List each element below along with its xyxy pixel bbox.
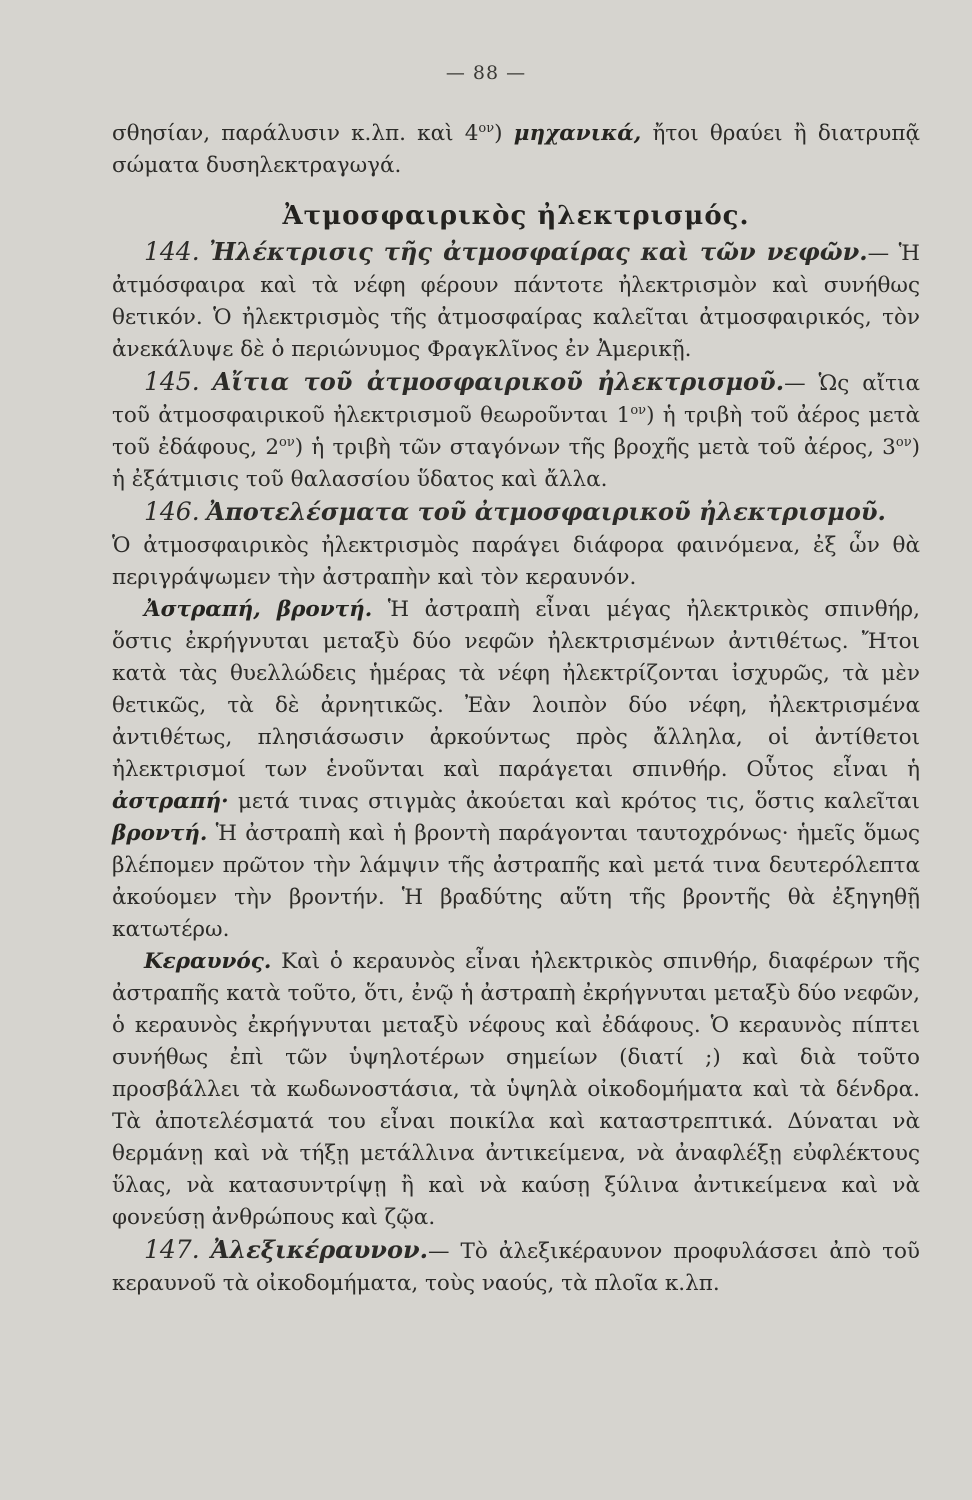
intro-text-2: )	[494, 121, 514, 146]
section-147-text: — Τὸ ἀλεξικέραυνον προφυλάσσει ἀπὸ τοῦ κεραυνοῦ τὰ οἰκοδομήματα, τοὺς ναούς, τὰ πλοῖα κ.λπ.	[112, 1239, 920, 1296]
section-145-text-2: ) ἡ τριβὴ τοῦ ἀέρος μετὰ τοῦ ἐδάφους, 2	[112, 403, 920, 460]
intro-paragraph	[112, 118, 920, 182]
section-146-number: 146.	[144, 497, 200, 526]
section-146	[112, 496, 920, 530]
astrapi-label: Ἀστραπή, βροντή.	[144, 597, 373, 622]
intro-text-3: ἤτοι θραύει ἢ διατρυπᾷ σώματα δυσηλεκτραγωγά.	[112, 121, 920, 178]
section-147	[112, 1234, 920, 1300]
section-145-text-3: ) ἡ τριβὴ τῶν σταγόνων τῆς βροχῆς μετὰ τοῦ ἀέρος, 3	[294, 435, 896, 460]
vronti-term: βροντή.	[112, 821, 208, 846]
section-144-number: 144.	[144, 237, 200, 266]
astrapi-text-2: μετά τινας στιγμὰς ἀκούεται καὶ κρότος τις, ὅστις καλεῖται	[228, 789, 920, 814]
page-number: — 88 —	[445, 62, 527, 84]
section-145-text-1: — Ὡς αἴτια τοῦ ἀτμοσφαιρικοῦ ἠλεκτρισμοῦ θεωροῦνται 1	[112, 371, 920, 428]
section-144-text: — Ἡ ἀτμόσφαιρα καὶ τὰ νέφη φέρουν πάντοτε ἠλεκτρισμὸν καὶ συνήθως θετικόν. Ὁ ἠλεκτρισμὸς τῆς ἀτμοσφαίρας καλεῖται ἀτμοσφαιρικός, τὸν ἀνεκάλυψε δὲ ὁ περιώνυμος Φραγκλῖνος ἐν Ἀμερικῇ.	[112, 241, 920, 362]
section-144	[112, 236, 920, 366]
section-146-title: Ἀποτελέσματα τοῦ ἀτμοσφαιρικοῦ ἠλεκτρισμοῦ.	[206, 497, 886, 526]
section-146-body: Ὁ ἀτμοσφαιρικὸς ἠλεκτρισμὸς παράγει διάφορα φαινόμενα, ἐξ ὧν θὰ περιγράψωμεν τὴν ἀστραπὴν καὶ τὸν κεραυνόν.	[112, 533, 920, 590]
intro-ordinal: ον	[478, 120, 495, 136]
page-content	[112, 118, 920, 1300]
keraunos-paragraph	[112, 946, 920, 1234]
section-145-number: 145.	[144, 367, 200, 396]
intro-text-1: σθησίαν, παράλυσιν κ.λπ. καὶ 4	[112, 121, 479, 146]
section-144-title: Ἠλέκτρισις τῆς ἀτμοσφαίρας καὶ τῶν νεφῶν.	[209, 237, 868, 266]
section-147-number: 147.	[144, 1235, 200, 1264]
ordinal-2: ον	[279, 434, 295, 450]
ordinal-3: ον	[895, 434, 912, 450]
keraunos-text: Καὶ ὁ κεραυνὸς εἶναι ἠλεκτρικὸς σπινθήρ, διαφέρων τῆς ἀστραπῆς κατὰ τοῦτο, ὅτι, ἐνῷ ἡ ἀστραπὴ ἐκρήγνυται μεταξὺ δύο νεφῶν, ὁ κεραυνὸς ἐκρήγνυται μεταξὺ νέφους καὶ ἐδάφους. Ὁ κεραυνὸς πίπτει συνήθως ἐπὶ τῶν ὑψηλοτέρων σημείων (διατί ;) καὶ διὰ τοῦτο προσβάλλει τὰ κωδωνοστάσια, τὰ ὑψηλὰ οἰκοδομήματα καὶ τὰ δένδρα. Τὰ ἀποτελέσματά του εἶναι ποικίλα καὶ καταστρεπτικά. Δύναται νὰ θερμάνῃ καὶ νὰ τήξῃ μετάλλινα ἀντικείμενα, νὰ ἀναφλέξῃ εὐφλέκτους ὕλας, νὰ κατασυντρίψῃ ἢ καὶ νὰ καύσῃ ξύλινα ἀντικείμενα καὶ νὰ φονεύσῃ ἀνθρώπους καὶ ζῷα.	[112, 949, 920, 1230]
ordinal-1: ον	[630, 402, 647, 418]
intro-emphasis: μηχανικά,	[513, 121, 642, 146]
section-147-title: Ἀλεξικέραυνον.	[210, 1235, 428, 1264]
chapter-heading: Ἀτμοσφαιρικὸς ἠλεκτρισμός.	[282, 201, 750, 231]
astrapi-text-3: Ἡ ἀστραπὴ καὶ ἡ βροντὴ παράγονται ταυτοχρόνως· ἡμεῖς ὅμως βλέπομεν πρῶτον τὴν λάμψιν τῆς ἀστραπῆς καὶ μετά τινα δευτερόλεπτα ἀκούομεν τὴν βροντήν. Ἡ βραδύτης αὕτη τῆς βροντῆς θὰ ἐξηγηθῇ κατωτέρω.	[112, 821, 920, 942]
astrapi-text-1: Ἡ ἀστραπὴ εἶναι μέγας ἠλεκτρικὸς σπινθήρ, ὅστις ἐκρήγνυται μεταξὺ δύο νεφῶν ἠλεκτρισμένων ἀντιθέτως. Ἤτοι κατὰ τὰς θυελλώδεις ἡμέρας τὰ νέφη ἠλεκτρίζονται ἰσχυρῶς, τὰ μὲν θετικῶς, τὰ δὲ ἀρνητικῶς. Ἐὰν λοιπὸν δύο νέφη, ἠλεκτρισμένα ἀντιθέτως, πλησιάσωσιν ἀρκούντως πρὸς ἄλληλα, οἱ ἀντίθετοι ἠλεκτρισμοί των ἑνοῦνται καὶ παράγεται σπινθήρ. Οὗτος εἶναι ἡ	[112, 597, 920, 782]
keraunos-label: Κεραυνός.	[144, 949, 272, 974]
section-145-text-4: ) ἡ ἐξάτμισις τοῦ θαλασσίου ὕδατος καὶ ἄλλα.	[112, 435, 920, 492]
astrapi-term: ἀστραπή·	[112, 789, 229, 814]
section-145-title: Αἴτια τοῦ ἀτμοσφαιρικοῦ ἠλεκτρισμοῦ.	[212, 367, 785, 396]
section-145	[112, 366, 920, 496]
astrapi-paragraph	[112, 594, 920, 946]
